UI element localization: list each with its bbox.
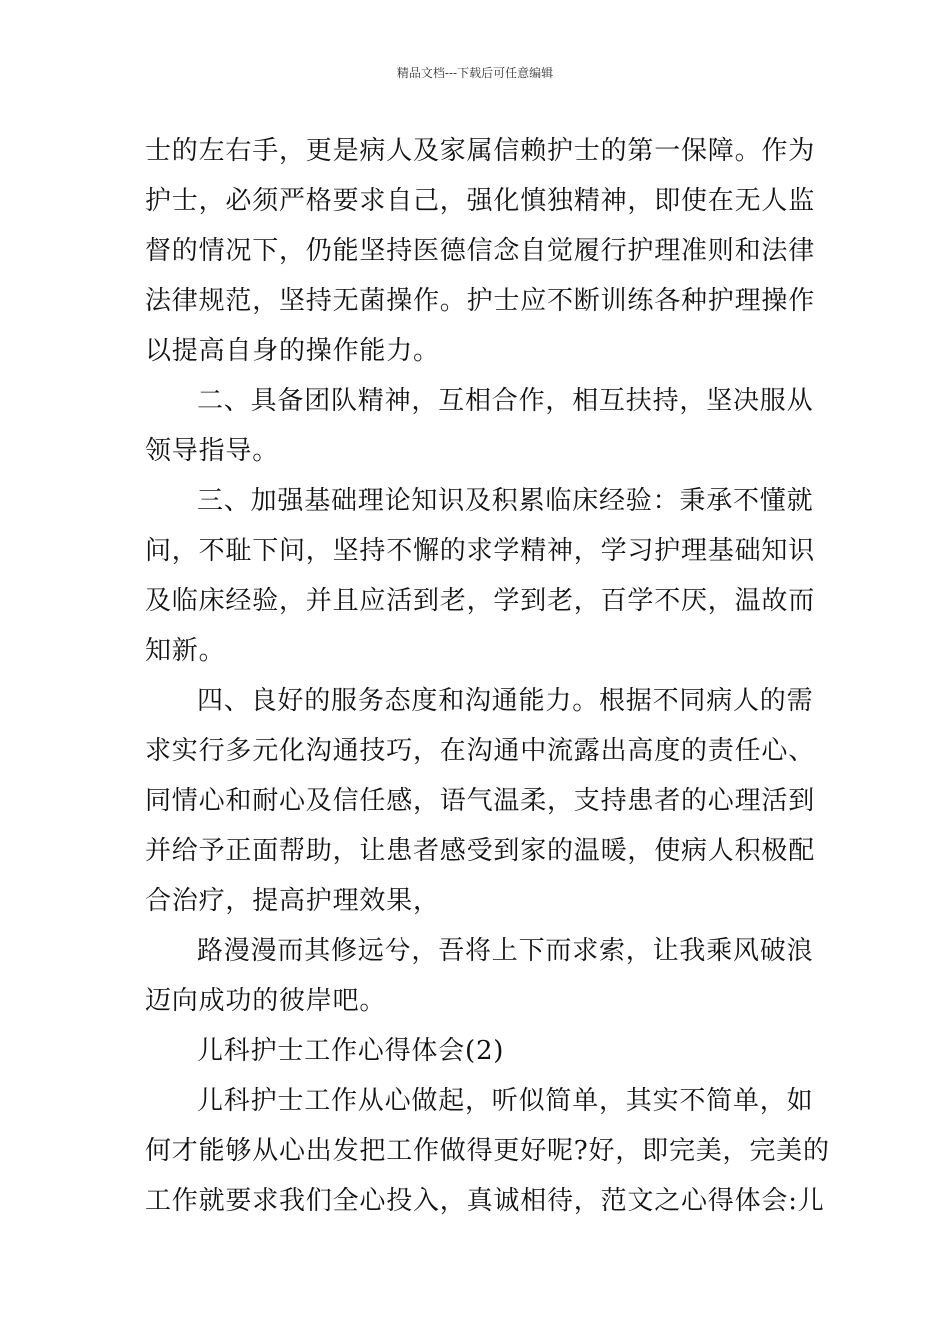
paragraph-start-line: 三、加强基础理论知识及积累临床经验：秉承不懂就 bbox=[197, 486, 814, 516]
document-body bbox=[145, 126, 830, 1226]
text-line: 何才能够从心出发把工作做得更好呢?好，即完美，完美的 bbox=[145, 1136, 830, 1166]
text-line: 并给予正面帮助，让患者感受到家的温暖，使病人积极配 bbox=[145, 836, 816, 866]
text-line: 以提高自身的操作能力。 bbox=[145, 336, 440, 366]
text-line: 迈向成功的彼岸吧。 bbox=[145, 986, 387, 1016]
text-line: 合治疗，提高护理效果， bbox=[145, 886, 440, 916]
text-line: 同情心和耐心及信任感，语气温柔，支持患者的心理活到 bbox=[145, 786, 816, 816]
paragraph-start-line: 四、良好的服务态度和沟通能力。根据不同病人的需 bbox=[197, 686, 814, 716]
text-line: 知新。 bbox=[145, 636, 226, 666]
text-line: 督的情况下，仍能坚持医德信念自觉履行护理准则和法律 bbox=[145, 236, 816, 266]
page-header: 精品文档---下载后可任意编辑 bbox=[396, 66, 554, 80]
paragraph-start-line: 二、具备团队精神，互相合作，相互扶持，坚决服从 bbox=[197, 386, 814, 416]
text-line: 求实行多元化沟通技巧，在沟通中流露出高度的责任心、 bbox=[145, 736, 816, 766]
text-line: 法律规范，坚持无菌操作。护士应不断训练各种护理操作 bbox=[145, 286, 816, 316]
text-line: 及临床经验，并且应活到老，学到老，百学不厌，温故而 bbox=[145, 586, 816, 616]
text-line: 问，不耻下问，坚持不懈的求学精神，学习护理基础知识 bbox=[145, 536, 816, 566]
text-line: 领导指导。 bbox=[145, 436, 280, 466]
paragraph-start-line: 路漫漫而其修远兮，吾将上下而求索，让我乘风破浪 bbox=[197, 936, 814, 966]
text-line: 护士，必须严格要求自己，强化慎独精神，即使在无人监 bbox=[145, 186, 816, 216]
text-line: 工作就要求我们全心投入，真诚相待，范文之心得体会:儿 bbox=[145, 1186, 825, 1216]
text-line: 士的左右手，更是病人及家属信赖护士的第一保障。作为 bbox=[145, 136, 816, 166]
paragraph-start-line: 儿科护士工作从心做起，听似简单，其实不简单，如 bbox=[197, 1086, 814, 1116]
section-title: 儿科护士工作心得体会(2) bbox=[197, 1036, 505, 1066]
